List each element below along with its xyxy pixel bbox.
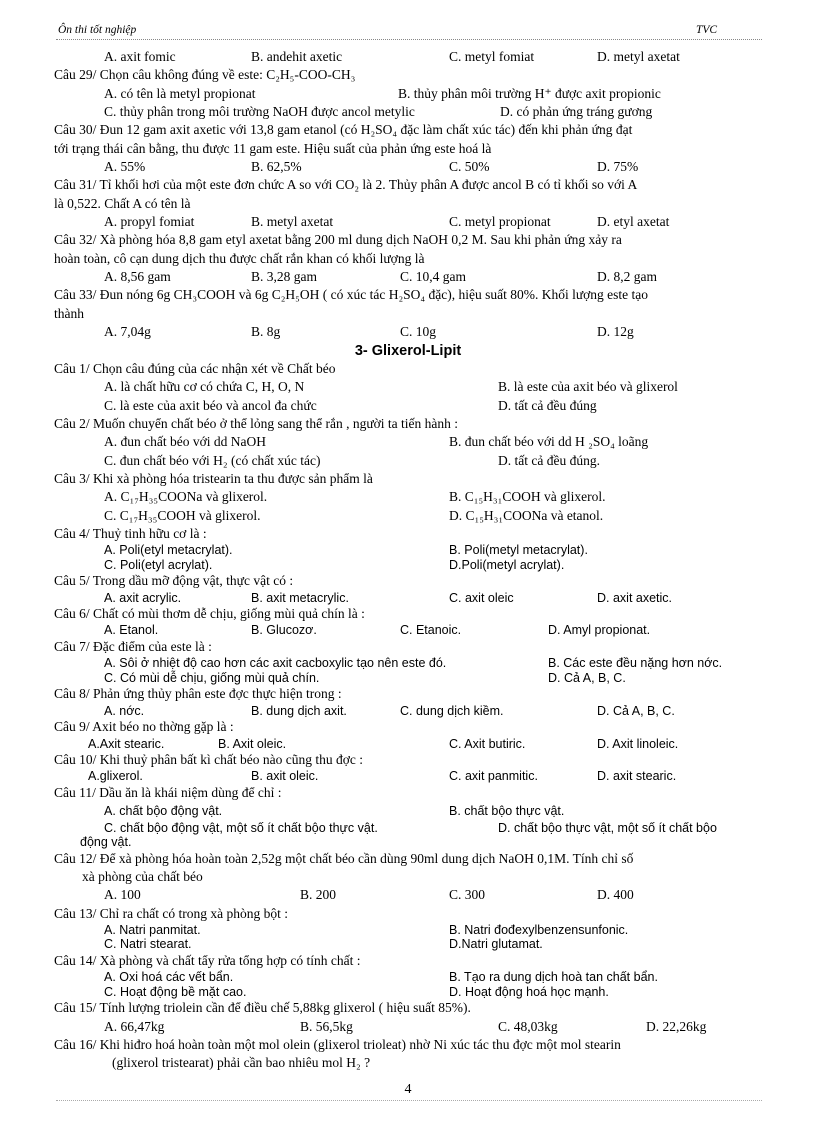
option-a: A. có tên là metyl propionat bbox=[104, 85, 256, 101]
header-right: TVC bbox=[696, 24, 718, 36]
option-b: B. 56,5kg bbox=[300, 1018, 353, 1034]
option-b: B. Poli(metyl metacrylat). bbox=[449, 543, 588, 558]
option-c: C. Natri stearat. bbox=[104, 937, 192, 952]
question-12: Câu 12/ Để xà phòng hóa hoàn toàn 2,52g một chất béo cần dùng 90ml dung dịch NaOH 0,1M. Tính chỉ số bbox=[54, 850, 634, 866]
footer-divider bbox=[56, 1100, 762, 1101]
option-d: D. axit stearic. bbox=[597, 769, 677, 784]
option-b: B. axit metacrylic. bbox=[251, 590, 349, 605]
option-a: A. axit acrylic. bbox=[104, 590, 182, 605]
question-31-cont: là 0,522. Chất A có tên là bbox=[54, 195, 191, 211]
question-32-cont: hoàn toàn, cô cạn dung dịch thu được chất rắn khan có khối lượng là bbox=[54, 250, 425, 266]
option-a: A. Sôi ở nhiệt độ cao hơn các axit cacboxylic tạo nên este đó. bbox=[104, 656, 447, 671]
option-d: D. Axit linoleic. bbox=[597, 736, 679, 751]
option-c: C. metyl fomiat bbox=[449, 49, 535, 64]
question-30-cont: tới trạng thái cân bằng, thu được 11 gam este. Hiệu suất của phản ứng este hoá là bbox=[54, 140, 492, 156]
option-c: C. Poli(etyl acrylat). bbox=[104, 557, 213, 572]
option-b: B. Natri đođexylbenzensunfonic. bbox=[449, 922, 629, 937]
option-d: D. 75% bbox=[597, 159, 639, 175]
question-32: Câu 32/ Xà phòng hóa 8,8 gam etyl axetat bằng 200 ml dung dịch NaOH 0,2 M. Sau khi phản ứng xảy ra bbox=[54, 232, 622, 248]
option-b: B. đun chất béo với dd H ₂SO₄ loãng bbox=[449, 434, 649, 450]
option-a: A. Poli(etyl metacrylat). bbox=[104, 543, 233, 558]
question-16-cont: (glixerol tristearat) phải cần bao nhiêu mol H₂ ? bbox=[112, 1055, 371, 1071]
option-b: B. 200 bbox=[300, 887, 337, 903]
option-c: C. 48,03kg bbox=[498, 1018, 558, 1034]
option-b: B. 3,28 gam bbox=[251, 269, 317, 285]
option-a: A. 8,56 gam bbox=[104, 269, 171, 285]
question-33: Câu 33/ Đun nóng 6g CH₃COOH và 6g C₂H₅OH ( có xúc tác H₂SO₄ đặc), hiệu suất 80%. Khối lượng este tạo bbox=[54, 287, 649, 303]
option-a: A. nớc. bbox=[104, 703, 145, 718]
option-d: D. Cả A, B, C. bbox=[597, 703, 675, 718]
option-c: C. dung dịch kiềm. bbox=[400, 703, 504, 718]
question-14: Câu 14/ Xà phòng và chất tẩy rửa tổng hợp có tính chất : bbox=[54, 952, 361, 968]
question-3: Câu 3/ Khi xà phòng hóa tristearin ta thu được sản phẩm là bbox=[54, 470, 373, 486]
question-16: Câu 16/ Khi hiđro hoá hoàn toàn một mol olein (glixerol trioleat) nhờ Ni xúc tác thu đợc một mol stearin bbox=[54, 1036, 621, 1052]
question-5: Câu 5/ Trong dầu mỡ động vật, thực vật có : bbox=[54, 573, 294, 589]
option-d: D. có phản ứng tráng gương bbox=[500, 104, 653, 120]
option-c: C. 10g bbox=[400, 324, 437, 340]
option-d: D. Hoạt động hoá học mạnh. bbox=[449, 984, 609, 999]
option-d: D. etyl axetat bbox=[597, 214, 670, 230]
option-a: A. chất bộo động vật. bbox=[104, 804, 223, 819]
option-c: C. C₁₇H₃₅COOH và glixerol. bbox=[104, 507, 261, 523]
option-d: D. Amyl propionat. bbox=[548, 623, 651, 638]
option-c: C. đun chất béo với H₂ (có chất xúc tác) bbox=[104, 452, 321, 468]
option-d: D. tất cả đều đúng bbox=[498, 397, 597, 413]
question-11: Câu 11/ Dầu ăn là khái niệm dùng để chỉ : bbox=[54, 784, 282, 800]
option-b: B. là este của axit béo và glixerol bbox=[498, 379, 678, 395]
option-a: A. axit fomic bbox=[104, 49, 176, 64]
option-b: B. 62,5% bbox=[251, 159, 302, 175]
option-d: D. 8,2 gam bbox=[597, 269, 657, 285]
option-a: A. 7,04g bbox=[104, 324, 151, 340]
page-number: 4 bbox=[404, 1082, 412, 1097]
option-b: B. C₁₅H₃₁COOH và glixerol. bbox=[449, 489, 606, 505]
option-c: C. Có mùi dễ chịu, giống mùi quả chín. bbox=[104, 670, 320, 685]
option-c: C. Etanoic. bbox=[400, 623, 462, 638]
option-c: C. 300 bbox=[449, 887, 486, 903]
options-row bbox=[0, 48, 816, 66]
question-1: Câu 1/ Chọn câu đúng của các nhận xét về Chất béo bbox=[54, 360, 336, 376]
option-c: C. Hoạt động bề mặt cao. bbox=[104, 984, 247, 999]
option-b: B. Các este đều nặng hơn nớc. bbox=[548, 656, 723, 671]
question-9: Câu 9/ Axit béo no thờng gặp là : bbox=[54, 719, 234, 735]
option-a: A. đun chất béo với dd NaOH bbox=[104, 434, 266, 450]
question-29: Câu 29/ Chọn câu không đúng về este: C₂H₅-COO-CH₃ bbox=[54, 67, 356, 83]
document-body bbox=[0, 48, 816, 1073]
option-d: D. 12g bbox=[597, 324, 634, 340]
question-2: Câu 2/ Muốn chuyển chất béo ở thể lỏng sang thể rắn , người ta tiến hành : bbox=[54, 415, 459, 431]
option-a: A.glixerol. bbox=[88, 769, 143, 784]
option-b: B. Axit oleic. bbox=[218, 736, 287, 751]
question-7: Câu 7/ Đặc điểm của este là : bbox=[54, 638, 212, 654]
option-a: A. Oxi hoá các vết bẩn. bbox=[104, 970, 234, 985]
option-d: D. Cả A, B, C. bbox=[548, 670, 626, 685]
section-title: 3- Glixerol-Lipit bbox=[354, 342, 462, 359]
option-c: C. 10,4 gam bbox=[400, 269, 466, 285]
option-d: D. chất bộo thực vật, một số ít chất bộo bbox=[498, 820, 717, 835]
question-6: Câu 6/ Chất có mùi thơm dễ chịu, giống mùi quả chín là : bbox=[54, 606, 365, 622]
option-a: A. 66,47kg bbox=[104, 1018, 165, 1034]
option-d: D. C₁₅H₃₁COONa và etanol. bbox=[449, 507, 604, 523]
option-d: D. 400 bbox=[597, 887, 634, 903]
question-8: Câu 8/ Phản ứng thủy phân este đợc thực hiện trong : bbox=[54, 686, 342, 702]
option-d: D. 22,26kg bbox=[646, 1018, 707, 1034]
question-33-cont: thành bbox=[54, 305, 84, 321]
option-a: A. propyl fomiat bbox=[104, 214, 195, 230]
option-c: C. axit oleic bbox=[449, 590, 514, 605]
option-a: A. C₁₇H₃₅COONa và glixerol. bbox=[104, 489, 268, 505]
option-d: D. metyl axetat bbox=[597, 49, 680, 64]
option-b: B. chất bộo thực vật. bbox=[449, 804, 565, 819]
option-a: A. 55% bbox=[104, 159, 146, 175]
option-b: B. dung dịch axit. bbox=[251, 703, 347, 718]
question-31: Câu 31/ Tỉ khối hơi của một este đơn chức A so với CO₂ là 2. Thủy phân A được ancol B có tỉ khối so với A bbox=[54, 177, 638, 193]
question-4: Câu 4/ Thuỷ tinh hữu cơ là : bbox=[54, 525, 207, 541]
option-c: C. thủy phân trong môi trường NaOH được ancol metylic bbox=[104, 104, 415, 120]
option-d: D.Natri glutamat. bbox=[449, 937, 543, 952]
option-a: A. 100 bbox=[104, 887, 141, 903]
option-a: A. Natri panmitat. bbox=[104, 922, 201, 937]
option-a: A. Etanol. bbox=[104, 623, 159, 638]
header-divider bbox=[56, 39, 762, 40]
option-d-cont: động vật. bbox=[80, 835, 132, 850]
option-b: B. Glucozơ. bbox=[251, 623, 317, 638]
option-c: C. Axit butiric. bbox=[449, 736, 526, 751]
option-b: B. metyl axetat bbox=[251, 214, 334, 230]
header-left: Ôn thi tốt nghiệp bbox=[58, 24, 137, 36]
question-12-cont: xà phòng của chất béo bbox=[82, 868, 203, 884]
option-c: C. là este của axit béo và ancol đa chức bbox=[104, 397, 317, 413]
option-c: C. 50% bbox=[449, 159, 490, 175]
option-c: C. metyl propionat bbox=[449, 214, 551, 230]
question-10: Câu 10/ Khi thuỷ phân bất kì chất béo nào cũng thu đợc : bbox=[54, 752, 363, 767]
option-b: B. andehit axetic bbox=[251, 49, 343, 64]
question-15: Câu 15/ Tính lượng triolein cần để điều chế 5,88kg glixerol ( hiệu suất 85%). bbox=[54, 1000, 471, 1016]
question-30: Câu 30/ Đun 12 gam axit axetic với 13,8 gam etanol (có H₂SO₄ đặc làm chất xúc tác) đến khi phản ứng đạt bbox=[54, 122, 633, 138]
option-d: D. axit axetic. bbox=[597, 590, 673, 605]
option-b: B. 8g bbox=[251, 324, 281, 340]
option-c: C. axit panmitic. bbox=[449, 769, 538, 784]
option-d: D.Poli(metyl acrylat). bbox=[449, 557, 565, 572]
option-d: D. tất cả đều đúng. bbox=[498, 452, 600, 468]
option-a: A. là chất hữu cơ có chứa C, H, O, N bbox=[104, 379, 305, 395]
option-b: B. Tạo ra dung dịch hoà tan chất bẩn. bbox=[449, 970, 658, 985]
option-b: B. axit oleic. bbox=[251, 769, 319, 784]
option-b: B. thủy phân môi trường H⁺ được axit propionic bbox=[398, 85, 661, 101]
question-13: Câu 13/ Chỉ ra chất có trong xà phòng bột : bbox=[54, 905, 288, 921]
option-c: C. chất bộo động vật, một số ít chất bộo thực vật. bbox=[104, 820, 378, 835]
option-a: A.Axit stearic. bbox=[88, 736, 165, 751]
